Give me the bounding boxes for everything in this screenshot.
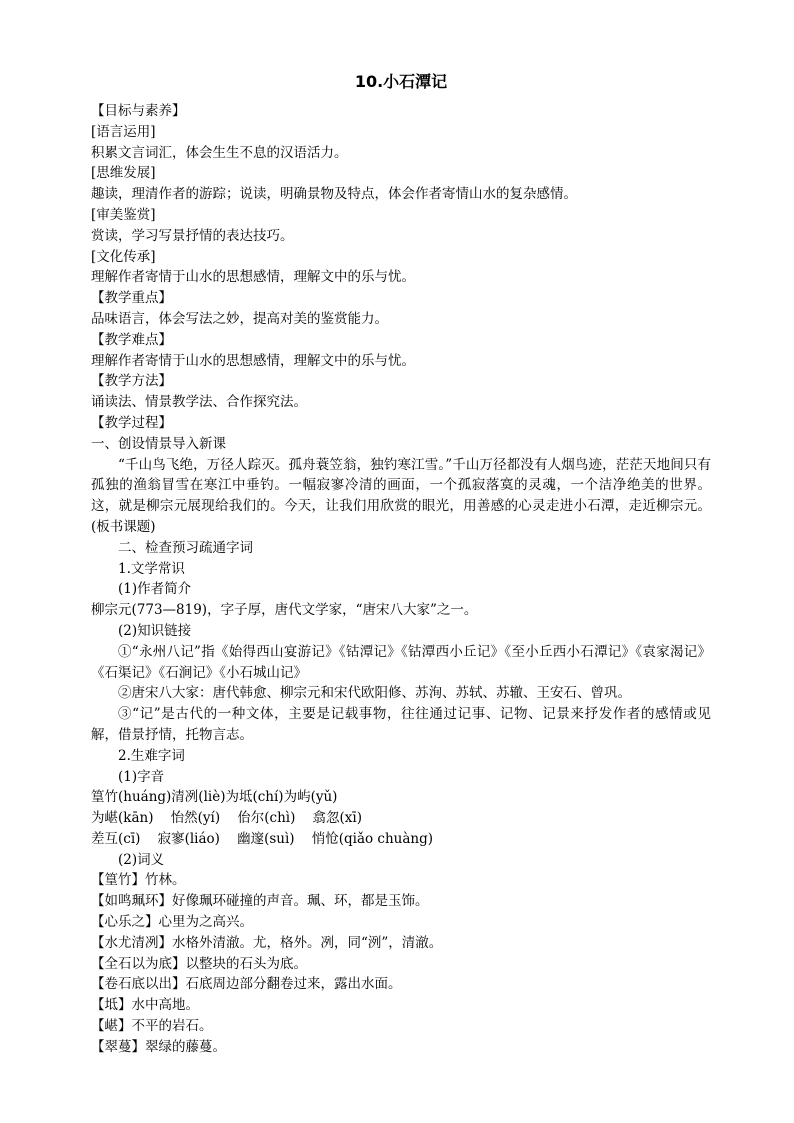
meaning-item <box>91 954 711 975</box>
meaning-definition: 心里为之高兴。 <box>158 914 253 931</box>
meaning-definition: 石底周边部分翻卷过来，露出水面。 <box>185 976 402 993</box>
meaning-term: 【篁竹】 <box>91 872 145 889</box>
goal-text: 赏读，学习写景抒情的表达技巧。 <box>91 227 294 244</box>
goal-text: 趣读，理清作者的游踪；说读，明确景物及特点，体会作者寄情山水的复杂感情。 <box>91 186 577 203</box>
words-title: 2.生难字词 <box>118 747 185 764</box>
meaning-definition: 翠绿的藤蔓。 <box>145 1038 226 1055</box>
document-body <box>91 101 711 1058</box>
goal-label: [文化传承] <box>91 248 156 265</box>
meaning-item <box>91 1037 711 1058</box>
step1-paragraph: “千山鸟飞绝，万径人踪灭。孤舟蓑笠翁，独钓寒江雪。”千山万径都没有人烟鸟迹，茫茫天地间只有孤独的渔翁冒雪在寒江中垂钓。一幅寂寥冷清的画面，一个孤寂落寞的灵魂，一个洁净绝美的世界。这，就是柳宗元展现给我们的。今天，让我们用欣赏的眼光，用善感的心灵走进小石潭，走近柳宗元。(板书课题) <box>91 456 711 535</box>
difficulties-heading: 【教学难点】 <box>91 331 172 348</box>
meaning-definition: 好像珮环碰撞的声音。珮、环，都是玉饰。 <box>172 893 429 910</box>
meaning-definition: 不平的岩石。 <box>131 1018 213 1035</box>
meaning-item <box>91 974 711 995</box>
link-item: ①“永州八记”指《始得西山宴游记》《钴潭记》《钴潭西小丘记》《至小丘西小石潭记》《袁家渴记》《石渠记》《石涧记》《小石城山记》 <box>91 643 711 681</box>
goal-label: [思维发展] <box>91 165 156 182</box>
step2-title: 二、检查预习疏通字词 <box>118 539 253 556</box>
process-heading: 【教学过程】 <box>91 414 172 431</box>
meaning-item <box>91 995 711 1016</box>
meaning-term: 【嵁】 <box>91 1018 132 1035</box>
meaning-term: 【卷石底以出】 <box>91 976 186 993</box>
author-text: 柳宗元(773—819)，字子厚，唐代文学家，“唐宋八大家”之一。 <box>91 602 478 619</box>
meaning-item <box>91 891 711 912</box>
pronunciation-line: 差互(cī) 寂寥(liáo) 幽邃(suì) 悄怆(qiǎo chuàng) <box>91 830 434 847</box>
methods-heading: 【教学方法】 <box>91 373 172 390</box>
meaning-title: (2)词义 <box>118 851 165 868</box>
link-item: ②唐宋八大家：唐代韩愈、柳宗元和宋代欧阳修、苏洵、苏轼、苏辙、王安石、曾巩。 <box>118 685 631 702</box>
page-title: 10.小石潭记 <box>354 72 448 91</box>
goals-heading: 【目标与素养】 <box>91 103 186 119</box>
goal-text: 理解作者寄情于山水的思想感情，理解文中的乐与忧。 <box>91 269 415 286</box>
meaning-term: 【如鸣珮环】 <box>91 893 172 910</box>
pronunciation-line: 篁竹(huáng)清冽(liè)为坻(chí)为屿(yǔ) <box>91 789 338 806</box>
goal-label: [审美鉴赏] <box>91 206 156 223</box>
difficulties-text: 理解作者寄情于山水的思想感情，理解文中的乐与忧。 <box>91 352 415 369</box>
meaning-item <box>91 870 711 891</box>
pronunciation-title: (1)字音 <box>118 768 165 785</box>
methods-text: 诵读法、情景教学法、合作探究法。 <box>91 394 307 411</box>
meaning-term: 【水尤清冽】 <box>91 934 172 951</box>
meaning-term: 【心乐之】 <box>91 914 159 931</box>
key-points-heading: 【教学重点】 <box>91 290 172 307</box>
meaning-definition: 水格外清澈。尤，格外。冽，同“洌”，清澈。 <box>172 934 443 951</box>
meaning-term: 【坻】 <box>91 997 132 1014</box>
meaning-term: 【全石以为底】 <box>91 955 186 972</box>
meaning-definition: 以整块的石头为底。 <box>185 955 307 972</box>
goal-text: 积累文言词汇，体会生生不息的汉语活力。 <box>91 144 348 161</box>
step1-title: 一、创设情景导入新课 <box>91 435 226 452</box>
meaning-definition: 水中高地。 <box>131 997 199 1014</box>
meaning-item <box>91 933 711 954</box>
author-title: (1)作者简介 <box>118 581 192 598</box>
meaning-term: 【翠蔓】 <box>91 1038 145 1055</box>
key-points-text: 品味语言，体会写法之妙，提高对美的鉴赏能力。 <box>91 310 388 327</box>
meaning-item <box>91 1016 711 1037</box>
meaning-item <box>91 912 711 933</box>
literature-title: 1.文学常识 <box>118 560 185 577</box>
link-title: (2)知识链接 <box>118 622 192 639</box>
link-item: ③“记”是古代的一种文体，主要是记载事物，往往通过记事、记物、记景来抒发作者的感情或见解，借景抒情，托物言志。 <box>91 706 711 743</box>
meaning-definition: 竹林。 <box>145 872 186 889</box>
goal-label: [语言运用] <box>91 123 156 140</box>
pronunciation-line: 为嵁(kān) 怡然(yí) 佁尔(chì) 翕忽(xī) <box>91 810 363 827</box>
